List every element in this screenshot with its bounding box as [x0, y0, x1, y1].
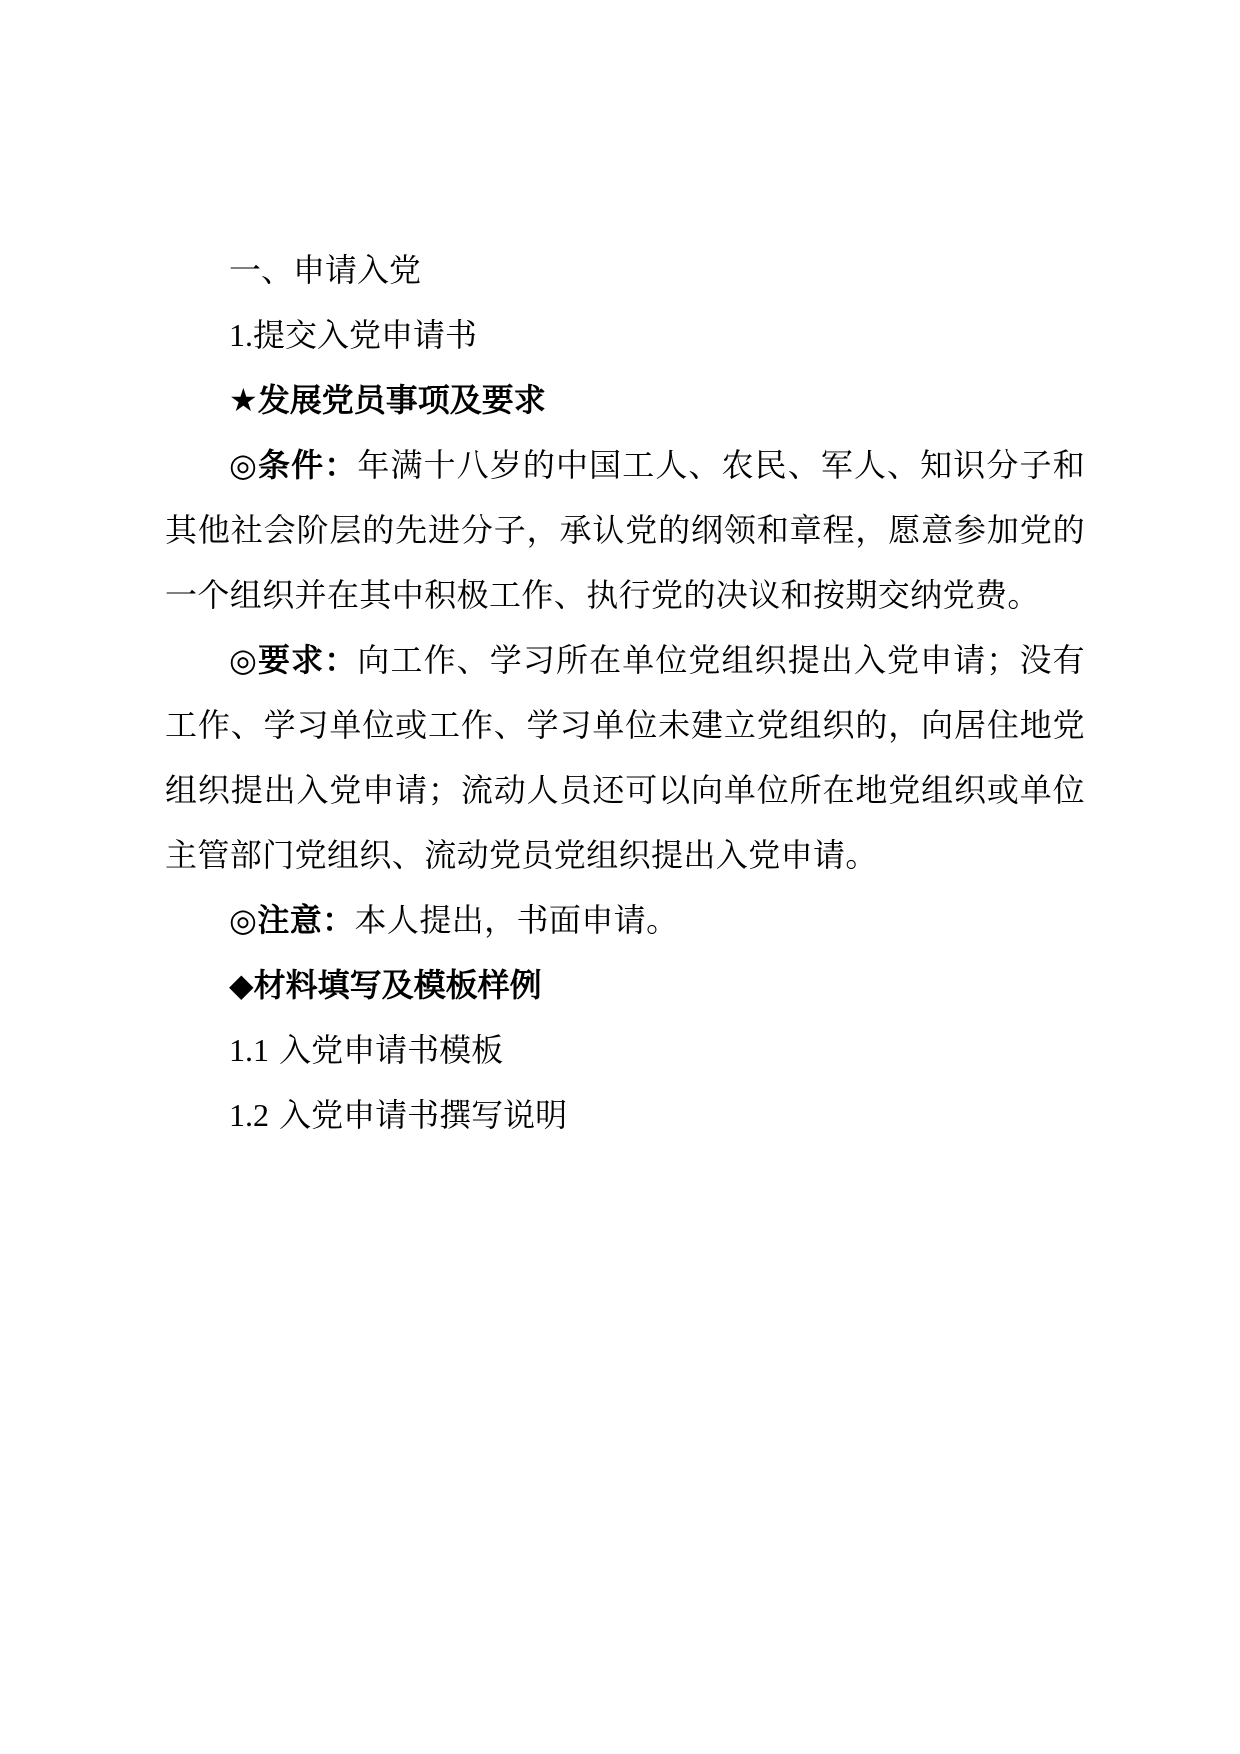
requirements-paragraph — [165, 628, 1085, 888]
materials-heading — [165, 953, 1085, 1018]
material-item-label: 入党申请书模板 — [279, 1031, 504, 1069]
notice-text: 本人提出，书面申请。 — [354, 901, 679, 939]
requirements-heading — [165, 368, 1085, 433]
material-item-number: 1.1 — [229, 1032, 269, 1068]
material-item-label: 入党申请书撰写说明 — [279, 1096, 568, 1134]
material-item — [165, 1083, 1085, 1148]
material-item-number: 1.2 — [229, 1097, 269, 1133]
materials-heading-text: ◆材料填写及模板样例 — [229, 966, 542, 1004]
notice-label: ◎注意： — [229, 901, 355, 939]
section-title — [165, 238, 1085, 303]
material-item — [165, 1018, 1085, 1083]
document-content — [165, 238, 1085, 1148]
step-label: 提交入党申请书 — [253, 316, 478, 354]
requirements-heading-text: ★发展党员事项及要求 — [229, 381, 546, 419]
conditions-text: 年满十八岁的中国工人、农民、军人、知识分子和其他社会阶层的先进分子，承认党的纲领和章程，愿意参加党的一个组织并在其中积极工作、执行党的决议和按期交纳党费。 — [165, 446, 1085, 614]
conditions-paragraph — [165, 433, 1085, 628]
step-heading — [165, 303, 1085, 368]
step-number: 1. — [229, 317, 253, 353]
conditions-label: ◎条件： — [229, 446, 358, 484]
section-title-text: 一、申请入党 — [229, 251, 422, 289]
requirements-label: ◎要求： — [229, 641, 358, 679]
notice-paragraph — [165, 888, 1085, 953]
requirements-text: 向工作、学习所在单位党组织提出入党申请；没有工作、学习单位或工作、学习单位未建立党组织的，向居住地党组织提出入党申请；流动人员还可以向单位所在地党组织或单位主管部门党组织、流动党员党组织提出入党申请。 — [165, 641, 1085, 874]
